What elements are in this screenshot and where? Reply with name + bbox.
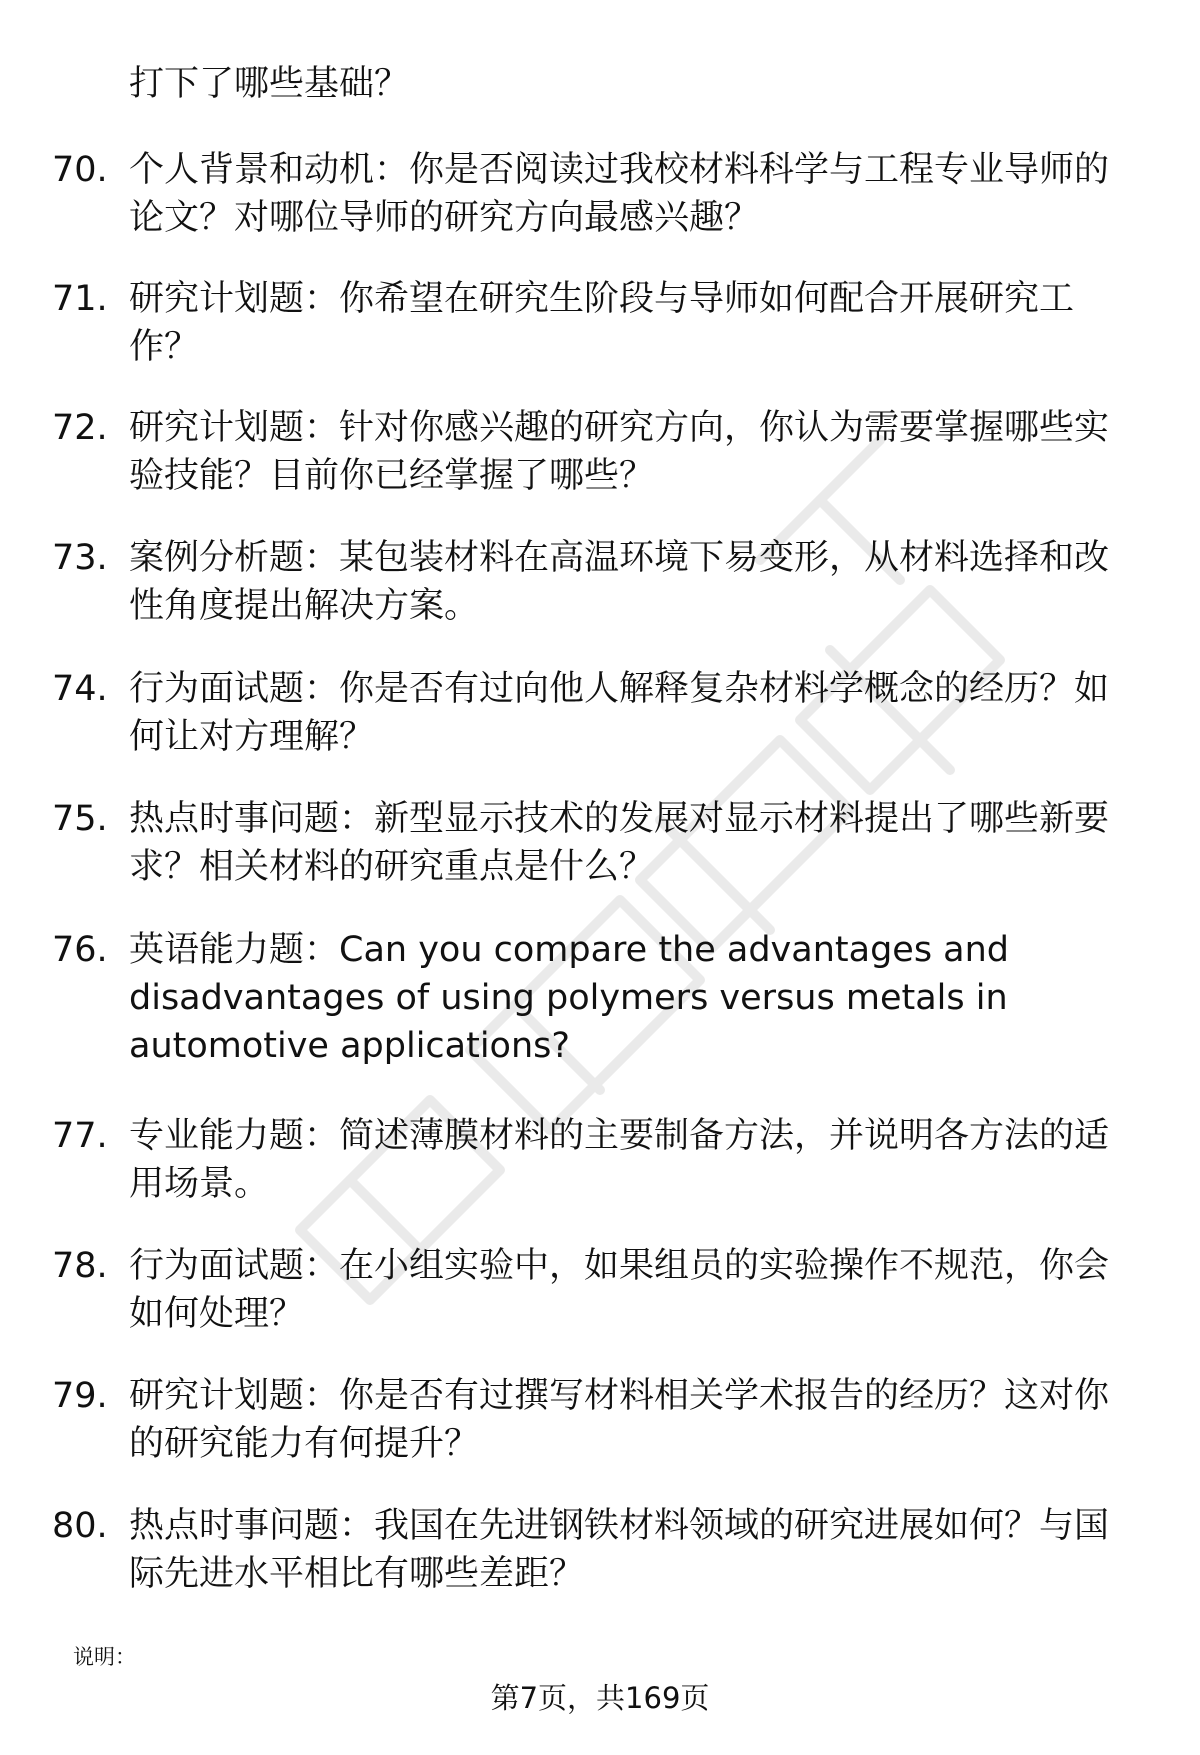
question-text-line: 研究计划题：你是否有过撰写材料相关学术报告的经历？这对你 [129, 1376, 1110, 1416]
question-text-line: 英语能力题：Can you compare the advantages and [129, 930, 1010, 970]
question-text-line: 热点时事问题：新型显示技术的发展对显示材料提出了哪些新要 [129, 799, 1110, 839]
question-text-line: 案例分析题：某包装材料在高温环境下易变形，从材料选择和改 [129, 538, 1110, 578]
question-text-line: 行为面试题：你是否有过向他人解释复杂材料学概念的经历？如 [129, 669, 1110, 709]
question-number: 78. [52, 1246, 108, 1286]
question-text-line: 个人背景和动机：你是否阅读过我校材料科学与工程专业导师的 [129, 150, 1110, 190]
question-text-line: 论文？对哪位导师的研究方向最感兴趣？ [129, 198, 760, 238]
question-number: 80. [52, 1506, 108, 1546]
question-number: 76. [52, 930, 108, 970]
question-text-line: 专业能力题：简述薄膜材料的主要制备方法，并说明各方法的适 [129, 1116, 1110, 1156]
question-text-line: automotive applications? [129, 1026, 570, 1066]
question-text-line: 作？ [129, 327, 200, 367]
question-text-line: disadvantages of using polymers versus metals in [129, 978, 1008, 1018]
question-number: 70. [52, 150, 108, 190]
question-text-line: 研究计划题：针对你感兴趣的研究方向，你认为需要掌握哪些实 [129, 408, 1110, 448]
question-number: 79. [52, 1376, 108, 1416]
page-footer: 第7页，共169页 [490, 1681, 710, 1715]
question-number: 75. [52, 799, 108, 839]
question-text-line: 何让对方理解？ [129, 717, 375, 757]
question-text-line: 求？相关材料的研究重点是什么？ [129, 847, 655, 887]
question-text-line: 热点时事问题：我国在先进钢铁材料领域的研究进展如何？与国 [129, 1506, 1110, 1546]
question-text-line: 行为面试题：在小组实验中，如果组员的实验操作不规范，你会 [129, 1246, 1110, 1286]
question-text-line: 性角度提出解决方案。 [129, 586, 480, 626]
question-text-line: 的研究能力有何提升？ [129, 1424, 480, 1464]
question-text-line: 际先进水平相比有哪些差距？ [129, 1554, 585, 1594]
question-number: 74. [52, 669, 108, 709]
continuation-line: 打下了哪些基础？ [129, 64, 410, 104]
question-text-line: 研究计划题：你希望在研究生阶段与导师如何配合开展研究工 [129, 279, 1075, 319]
question-text-line: 如何处理？ [129, 1294, 305, 1334]
question-text-line: 验技能？目前你已经掌握了哪些？ [129, 456, 655, 496]
note-label: 说明： [73, 1645, 136, 1669]
question-text-line: 用场景。 [129, 1164, 270, 1204]
question-number: 73. [52, 538, 108, 578]
question-number: 77. [52, 1116, 108, 1156]
question-number: 71. [52, 279, 108, 319]
question-number: 72. [52, 408, 108, 448]
